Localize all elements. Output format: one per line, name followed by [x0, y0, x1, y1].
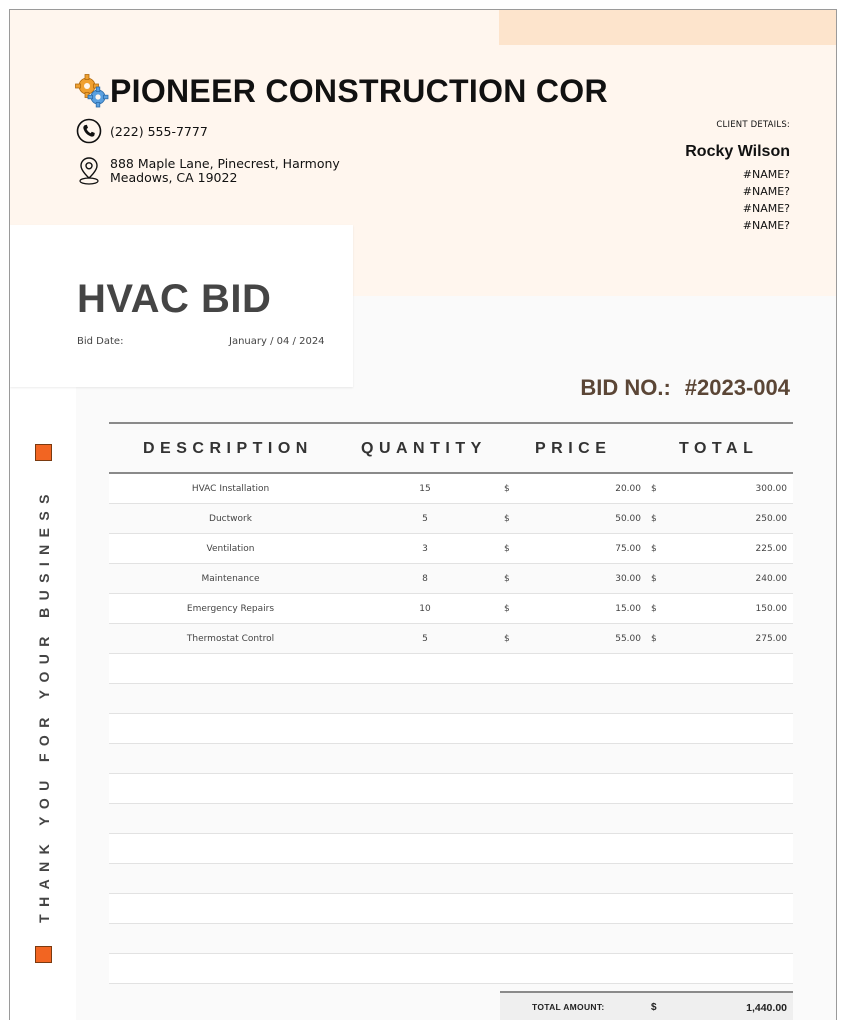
table-row: [109, 924, 793, 954]
total-amount-value: 1,440.00: [746, 1002, 787, 1014]
table-row: [109, 564, 793, 594]
table-row: [109, 474, 793, 504]
item-description: Emergency Repairs: [186, 604, 275, 614]
company-phone-row: [76, 118, 208, 144]
table-row: [109, 804, 793, 834]
client-detail-line: #NAME?: [742, 202, 790, 215]
item-price-currency: $: [504, 604, 510, 614]
phone-icon: [76, 118, 102, 144]
client-detail-line: #NAME?: [742, 185, 790, 198]
company-phone: (222) 555-7777: [110, 123, 208, 139]
item-total-currency: $: [651, 484, 657, 494]
item-quantity: 8: [422, 574, 428, 584]
table-row: [109, 954, 793, 984]
item-total: 150.00: [755, 604, 787, 614]
table-row: [109, 894, 793, 924]
item-total-currency: $: [651, 544, 657, 554]
accent-bar: [499, 10, 837, 45]
item-price-currency: $: [504, 544, 510, 554]
item-quantity: 5: [422, 514, 428, 524]
item-price: 75.00: [615, 544, 641, 554]
accent-square-bottom: [35, 946, 52, 963]
table-header: [109, 422, 793, 474]
item-total-currency: $: [651, 574, 657, 584]
item-total: 225.00: [755, 544, 787, 554]
item-price: 30.00: [615, 574, 641, 584]
item-description: Ductwork: [209, 514, 252, 524]
item-price: 20.00: [615, 484, 641, 494]
line-items-table: [109, 422, 793, 984]
table-row: [109, 714, 793, 744]
item-total-currency: $: [651, 634, 657, 644]
item-price-currency: $: [504, 574, 510, 584]
table-row: [109, 834, 793, 864]
table-row: [109, 744, 793, 774]
client-details: [685, 120, 790, 232]
client-details-label: CLIENT DETAILS:: [716, 120, 790, 130]
table-row: [109, 654, 793, 684]
table-row: [109, 774, 793, 804]
item-total: 250.00: [755, 514, 787, 524]
item-price: 50.00: [615, 514, 641, 524]
item-quantity: 3: [422, 544, 428, 554]
total-amount-row: [500, 991, 793, 1020]
item-quantity: 5: [422, 634, 428, 644]
item-total: 240.00: [755, 574, 787, 584]
client-name: Rocky Wilson: [685, 143, 790, 160]
column-header-quantity: QUANTITY: [361, 440, 487, 457]
company-header: [74, 72, 648, 110]
table-row: [109, 504, 793, 534]
company-address-row: [76, 156, 350, 186]
bid-number-label: BID NO.:: [580, 375, 671, 400]
table-row: [109, 684, 793, 714]
table-row: [109, 624, 793, 654]
bid-number: [580, 375, 790, 401]
table-row: [109, 534, 793, 564]
location-pin-icon: [76, 156, 102, 186]
item-total: 300.00: [755, 484, 787, 494]
item-total: 275.00: [755, 634, 787, 644]
client-detail-line: #NAME?: [742, 168, 790, 181]
bid-date-label: Bid Date:: [77, 336, 124, 347]
item-quantity: 10: [419, 604, 431, 614]
company-address: 888 Maple Lane, Pinecrest, Harmony Meadows, CA 19022: [110, 156, 340, 185]
item-total-currency: $: [651, 604, 657, 614]
item-description: Maintenance: [201, 574, 260, 584]
table-row: [109, 864, 793, 894]
item-price-currency: $: [504, 634, 510, 644]
table-row: [109, 594, 793, 624]
company-name: PIONEER CONSTRUCTION COR: [110, 72, 608, 109]
total-amount-currency: $: [651, 1002, 657, 1013]
item-description: Ventilation: [206, 544, 255, 554]
accent-square-top: [35, 444, 52, 461]
bid-title: HVAC BID: [77, 277, 272, 321]
column-header-price: PRICE: [535, 440, 612, 457]
table-body: [109, 474, 793, 984]
bid-date-value: January / 04 / 2024: [229, 336, 325, 347]
total-amount-label: TOTAL AMOUNT:: [532, 1002, 605, 1012]
gears-icon: [74, 73, 110, 109]
column-header-description: DESCRIPTION: [143, 440, 313, 457]
bid-document: [9, 9, 837, 1020]
item-quantity: 15: [419, 484, 431, 494]
item-price-currency: $: [504, 514, 510, 524]
item-description: HVAC Installation: [191, 484, 270, 494]
bid-title-card: [10, 225, 353, 387]
item-total-currency: $: [651, 514, 657, 524]
client-detail-line: #NAME?: [742, 219, 790, 232]
column-header-total: TOTAL: [679, 440, 759, 457]
item-price: 55.00: [615, 634, 641, 644]
item-price: 15.00: [615, 604, 641, 614]
item-price-currency: $: [504, 484, 510, 494]
bid-number-value: #2023-004: [684, 375, 790, 400]
item-description: Thermostat Control: [186, 634, 275, 644]
thank-you-text: THANK YOU FOR YOUR BUSINESS: [36, 487, 52, 923]
